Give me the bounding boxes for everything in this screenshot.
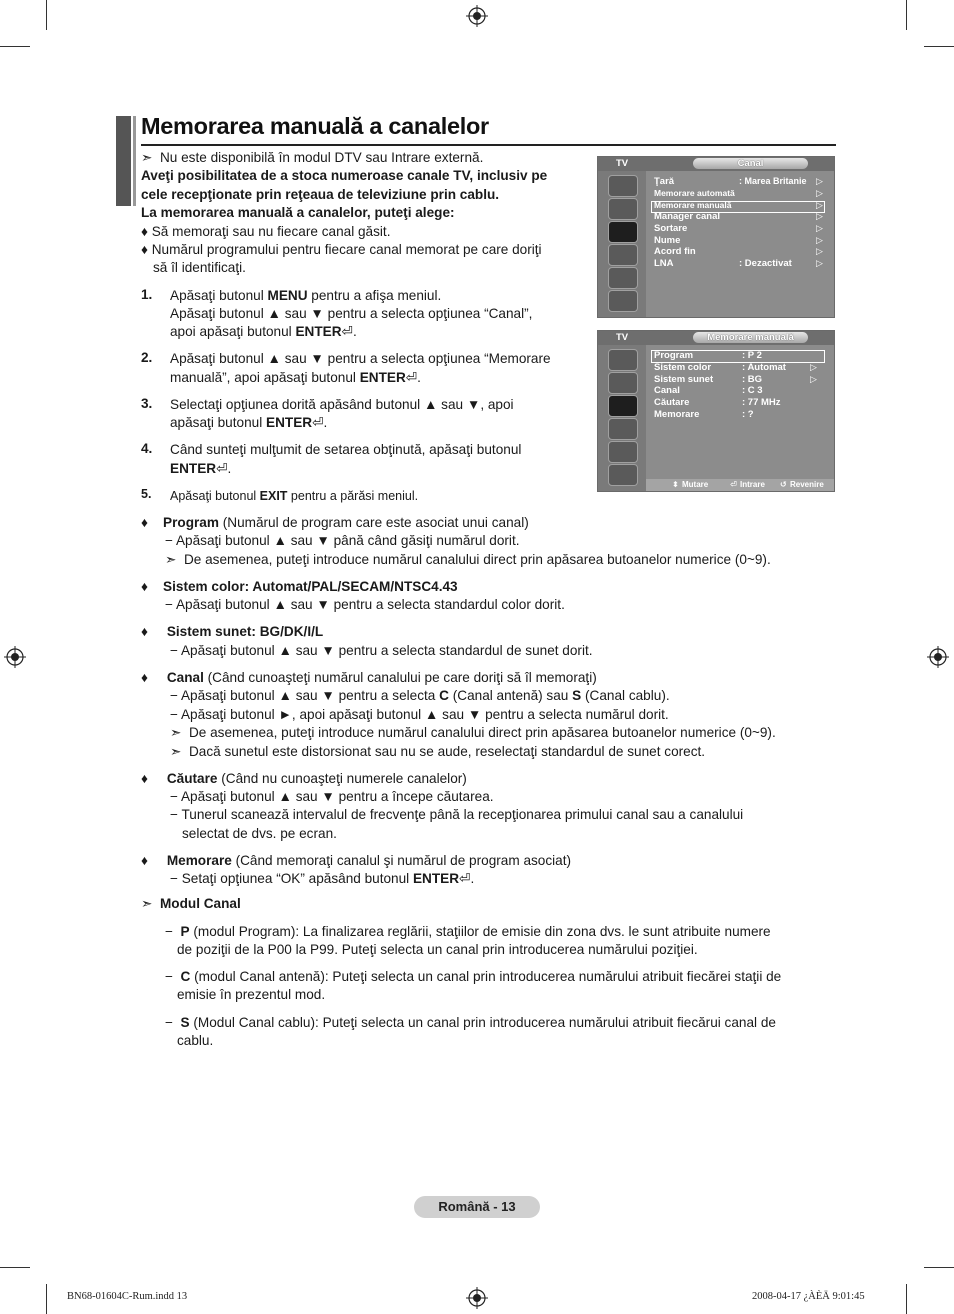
enter-icon: ⏎	[312, 415, 324, 430]
note-arrow-icon: ➣	[141, 896, 153, 911]
tv-menu-tab: Memorare manuală	[693, 332, 808, 343]
tv-menu-value: : 77 MHz	[742, 397, 781, 408]
note-arrow-icon: ➣	[170, 725, 182, 740]
registration-target-icon	[466, 5, 488, 27]
tv-menu-item[interactable]: Sistem color	[654, 362, 712, 373]
title-accent-bar	[116, 116, 131, 206]
crop-mark	[906, 1284, 907, 1314]
tv-menu-item[interactable]: LNA	[654, 258, 674, 269]
crop-mark	[924, 46, 954, 47]
page-title: Memorarea manuală a canalelor	[141, 113, 489, 139]
tv-menu-value: : Automat	[742, 362, 786, 373]
tv-menu-value: : Dezactivat	[739, 258, 792, 269]
sound-icon	[608, 372, 638, 394]
enter-icon: ⏎	[730, 480, 737, 489]
tv-menu-sidebar	[598, 171, 646, 317]
footer-return: Revenire	[790, 480, 824, 489]
step-number: 3.	[141, 396, 153, 411]
date-slug: 2008-04-17 ¿ÀÈÄ 9:01:45	[752, 1291, 865, 1302]
crop-mark	[0, 1267, 30, 1268]
section-line: de poziţii de la P00 la P99. Puteţi selecta un canal prin introducerea numărului poziţiei.	[177, 942, 698, 957]
section-color: ♦ Sistem color: Automat/PAL/SECAM/NTSC4.43	[141, 579, 458, 594]
registration-target-icon	[466, 1287, 488, 1309]
picture-icon	[608, 175, 638, 197]
tv-menu-value: : BG	[742, 374, 763, 385]
section-store: ♦ Memorare (Când memoraţi canalul şi numărul de program asociat)	[141, 853, 572, 868]
section-line: − Apăsaţi butonul ►, apoi apăsaţi butonul ▲ sau ▼ pentru a selecta numărul dorit.	[170, 707, 669, 722]
channel-icon	[608, 395, 638, 417]
step-text: Apăsaţi butonul ▲ sau ▼ pentru a selecta opţiunea “Canal”,	[170, 306, 533, 321]
step-text: Apăsaţi butonul MENU pentru a afişa meniul.	[170, 288, 442, 303]
step-text: Când sunteţi mulţumit de setarea obţinută, apăsaţi butonul	[170, 442, 522, 457]
intro-bullet: ♦ Numărul programului pentru fiecare canal memorat pe care doriţi	[141, 242, 542, 257]
tv-menu-arrow-icon: ▷	[816, 176, 823, 186]
setup-icon	[608, 418, 638, 440]
tv-menu-canal	[597, 156, 835, 318]
tv-menu-arrow-icon: ▷	[810, 374, 817, 384]
tv-menu-item[interactable]: Program	[654, 350, 694, 361]
input-icon	[608, 267, 638, 289]
section-program: ♦ Program (Numărul de program care este asociat unui canal)	[141, 515, 529, 530]
section-line: ➣ Dacă sunetul este distorsionat sau nu se aude, reselectaţi standardul de sunet corect.	[170, 744, 706, 759]
step-text: Apăsaţi butonul ▲ sau ▼ pentru a selecta opţiunea “Memorare	[170, 351, 551, 366]
section-search: ♦ Căutare (Când nu cunoaşteţi numerele canalelor)	[141, 771, 467, 786]
tv-menu-item[interactable]: Memorare	[654, 409, 700, 420]
tv-menu-arrow-icon: ▷	[816, 235, 823, 245]
title-rule	[141, 144, 836, 146]
enter-icon: ⏎	[216, 461, 228, 476]
section-line: − Apăsaţi butonul ▲ sau ▼ pentru a selecta standardul de sunet dorit.	[170, 643, 593, 658]
section-line: − Setaţi opţiunea “OK” apăsând butonul ENTER⏎.	[170, 871, 475, 886]
enter-icon: ⏎	[405, 370, 418, 385]
section-line: − Apăsaţi butonul ▲ sau ▼ pentru a selecta C (Canal antenă) sau S (Canal cablu).	[170, 688, 670, 703]
tv-menu-arrow-icon: ▷	[810, 362, 817, 372]
section-line: cablu.	[177, 1033, 214, 1048]
step-text: apoi apăsaţi butonul ENTER⏎.	[170, 324, 357, 339]
tv-menu-item[interactable]: Manager canal	[654, 211, 720, 222]
channel-icon	[608, 221, 638, 243]
tv-menu-arrow-icon: ▷	[816, 246, 823, 256]
tv-menu-value: : Marea Britanie	[739, 176, 807, 186]
tv-menu-item[interactable]: Căutare	[654, 397, 690, 408]
step-text: Selectaţi opţiunea dorită apăsând butonul ▲ sau ▼, apoi	[170, 397, 514, 412]
step-number: 5.	[141, 487, 152, 501]
tv-menu-arrow-icon: ▷	[816, 188, 823, 198]
note-arrow-icon: ➣	[170, 744, 182, 759]
crop-mark	[46, 0, 47, 30]
sound-icon	[608, 198, 638, 220]
tv-menu-value: : P 2	[742, 350, 762, 361]
intro-note: ➣ Nu este disponibilă în modul DTV sau Intrare externă.	[141, 150, 484, 165]
footer-enter: Intrare	[740, 480, 765, 489]
tv-menu-arrow-icon: ▷	[816, 223, 823, 233]
tv-menu-item[interactable]: Ţară	[654, 176, 675, 187]
application-icon	[608, 290, 638, 312]
section-line: − C (modul Canal antenă): Puteţi selecta un canal prin introducerea numărului atribuit fiecărei staţii de	[165, 969, 782, 984]
setup-icon	[608, 244, 638, 266]
footer-move: Mutare	[682, 480, 709, 489]
picture-icon	[608, 349, 638, 371]
section-line: emisie în prezentul mod.	[177, 987, 326, 1002]
step-number: 2.	[141, 350, 153, 365]
tv-menu-manual-store	[597, 330, 835, 492]
tv-menu-item[interactable]: Canal	[654, 385, 680, 396]
registration-target-icon	[927, 646, 949, 668]
note-arrow-icon: ➣	[165, 552, 177, 567]
intro-bold: La memorarea manuală a canalelor, puteţi alege:	[141, 205, 455, 220]
input-icon	[608, 441, 638, 463]
step-number: 4.	[141, 441, 153, 456]
crop-mark	[46, 1284, 47, 1314]
section-sound: ♦ Sistem sunet: BG/DK/I/L	[141, 624, 324, 639]
intro-bold: cele recepţionate prin reţeaua de televiziune prin cablu.	[141, 187, 500, 202]
enter-icon: ⏎	[341, 324, 353, 339]
section-line: selectat de dvs. pe ecran.	[182, 826, 337, 841]
note-arrow-icon: ➣	[141, 150, 153, 165]
section-line: ➣ De asemenea, puteţi introduce numărul canalului direct prin apăsarea butoanelor numerice (0~9).	[165, 552, 771, 567]
section-canal: ♦ Canal (Când cunoaşteţi numărul canalului pe care doriţi să îl memoraţi)	[141, 670, 597, 685]
tv-menu-item[interactable]: Sistem sunet	[654, 374, 714, 385]
application-icon	[608, 464, 638, 486]
enter-icon: ⏎	[459, 871, 471, 886]
step-text: manuală”, apoi apăsaţi butonul ENTER⏎.	[170, 370, 421, 385]
registration-target-icon	[4, 646, 26, 668]
move-icon: ⬍	[672, 480, 679, 489]
crop-mark	[906, 0, 907, 30]
tv-menu-item[interactable]: Sortare	[654, 223, 688, 234]
crop-mark	[0, 46, 30, 47]
tv-menu-value: : ?	[742, 409, 754, 420]
tv-menu-item[interactable]: Memorare automată	[654, 188, 735, 198]
tv-menu-value: : C 3	[742, 385, 763, 396]
tv-menu-header: TV Memorare manuală	[598, 331, 834, 345]
section-line: − S (Modul Canal cablu): Puteţi selecta un canal prin introducerea numărului atribuit fiecărui canal de	[165, 1015, 776, 1030]
file-slug: BN68-01604C-Rum.indd 13	[67, 1291, 188, 1302]
section-line: − P (modul Program): La finalizarea reglării, staţiilor de emisie din zona dvs. le sunt atribuite numere	[165, 924, 771, 939]
step-number: 1.	[141, 287, 153, 302]
tv-menu-footer	[646, 479, 834, 491]
page-number: Română - 13	[414, 1196, 540, 1218]
step-text: Apăsaţi butonul EXIT pentru a părăsi meniul.	[170, 489, 419, 503]
section-line: − Apăsaţi butonul ▲ sau ▼ pentru a selecta standardul color dorit.	[165, 597, 565, 612]
tv-menu-arrow-icon: ▷	[816, 258, 823, 268]
section-line: − Apăsaţi butonul ▲ sau ▼ până când găsiţi numărul dorit.	[165, 533, 520, 548]
intro-bold: Aveţi posibilitatea de a stoca numeroase canale TV, inclusiv pe	[141, 168, 548, 183]
tv-menu-item[interactable]: Nume	[654, 235, 681, 246]
tv-menu-arrow-icon: ▷	[816, 211, 823, 221]
tv-menu-arrow-icon: ▷	[816, 200, 823, 210]
section-line: ➣ De asemenea, puteţi introduce numărul canalului direct prin apăsarea butoanelor numerice (0~9).	[170, 725, 776, 740]
section-mode: ➣ Modul Canal	[141, 896, 241, 911]
tv-menu-tab: Canal	[693, 158, 808, 169]
title-accent-bar	[133, 116, 136, 206]
intro-bullet: ♦ Să memoraţi sau nu fiecare canal găsit.	[141, 224, 391, 239]
tv-menu-item[interactable]: Memorare manuală	[654, 200, 732, 210]
crop-mark	[924, 1267, 954, 1268]
tv-menu-sidebar	[598, 345, 646, 491]
step-text: ENTER⏎.	[170, 461, 232, 476]
section-line: − Tunerul scanează intervalul de frecvenţe până la recepţionarea primului canal sau a canalului	[170, 807, 744, 822]
section-line: − Apăsaţi butonul ▲ sau ▼ pentru a începe căutarea.	[170, 789, 494, 804]
return-icon: ↺	[780, 480, 787, 489]
intro-bullet: să îl identificaţi.	[153, 260, 246, 275]
step-text: apăsaţi butonul ENTER⏎.	[170, 415, 328, 430]
tv-menu-header: TV Canal	[598, 157, 834, 171]
tv-menu-item[interactable]: Acord fin	[654, 246, 696, 257]
